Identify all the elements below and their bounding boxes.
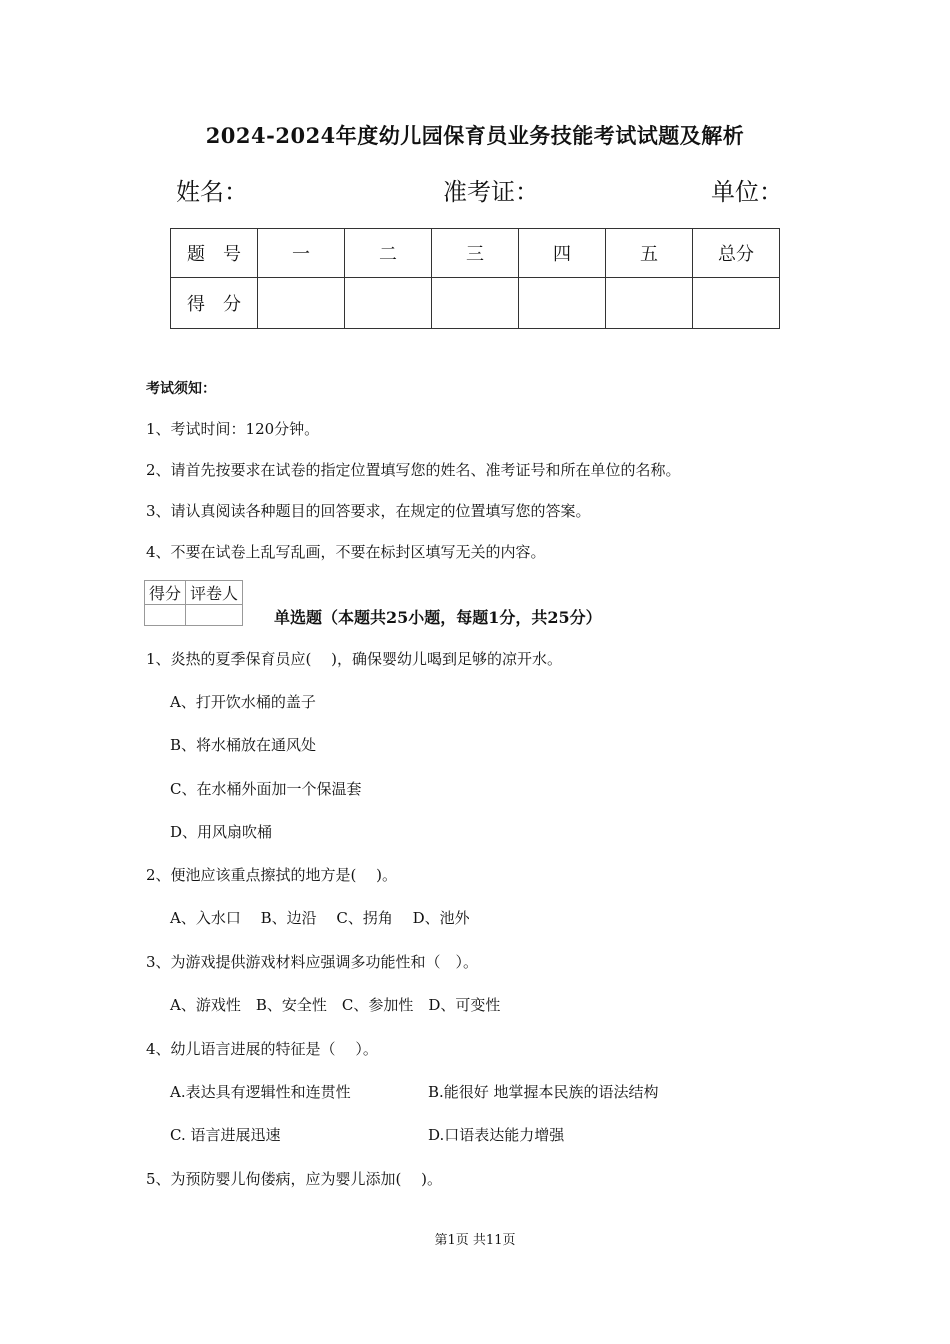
option-b: B.能很好 地掌握本民族的语法结构: [428, 1083, 659, 1101]
name-field-label: 姓名：: [176, 178, 248, 206]
grader-box-grader-cell: [186, 605, 243, 626]
score-table-header-cell: 四: [519, 229, 606, 278]
grader-box-grader-label: 评卷人: [186, 581, 243, 605]
option-b: B、将水桶放在通风处: [170, 736, 317, 754]
score-table-header-cell: 三: [432, 229, 519, 278]
grader-box: [144, 580, 243, 626]
score-cell: [432, 278, 519, 329]
option-d: D、用风扇吹桶: [170, 823, 273, 841]
option-a: A.表达具有逻辑性和连贯性: [170, 1083, 351, 1101]
notice-item: 3、请认真阅读各种题目的回答要求，在规定的位置填写您的答案。: [146, 502, 591, 520]
score-table: [170, 228, 780, 329]
score-table-header-cell: 总分: [693, 229, 780, 278]
question-stem: 2、便池应该重点擦拭的地方是( )。: [146, 866, 398, 884]
option-a: A、打开饮水桶的盖子: [170, 693, 316, 711]
score-table-header-cell: 题 号: [171, 229, 258, 278]
question-stem: 1、炎热的夏季保育员应( )，确保婴幼儿喝到足够的凉开水。: [146, 650, 563, 668]
notice-item: 2、请首先按要求在试卷的指定位置填写您的姓名、准考证号和所在单位的名称。: [146, 461, 681, 479]
score-table-header-cell: 五: [606, 229, 693, 278]
question-options: A、入水口 B、边沿 C、拐角 D、池外: [170, 909, 470, 927]
score-table-header-cell: 二: [345, 229, 432, 278]
score-cell: [258, 278, 345, 329]
question-stem: 4、幼儿语言进展的特征是（ ）。: [146, 1040, 378, 1058]
score-table-score-row: [171, 278, 780, 329]
score-cell: [345, 278, 432, 329]
score-cell: [693, 278, 780, 329]
notice-heading: 考试须知：: [146, 381, 216, 397]
grader-box-score-cell: [145, 605, 186, 626]
score-table-header-cell: 一: [258, 229, 345, 278]
page-footer: 第1页 共11页: [434, 1233, 516, 1248]
score-table-header-row: [171, 229, 780, 278]
section-title: 单选题（本题共25小题，每题1分，共25分）: [274, 608, 602, 627]
score-cell: [606, 278, 693, 329]
notice-item: 4、不要在试卷上乱写乱画，不要在标封区填写无关的内容。: [146, 543, 546, 561]
option-d: D.口语表达能力增强: [428, 1126, 565, 1144]
grader-box-score-label: 得分: [145, 581, 186, 605]
unit-field-label: 单位：: [711, 178, 783, 206]
page-title: 2024-2024年度幼儿园保育员业务技能考试试题及解析: [205, 123, 745, 148]
score-row-label: 得 分: [171, 278, 258, 329]
question-stem: 3、为游戏提供游戏材料应强调多功能性和（ ）。: [146, 953, 479, 971]
option-c: C、在水桶外面加一个保温套: [170, 780, 362, 798]
notice-item: 1、考试时间：120分钟。: [146, 420, 320, 438]
question-stem: 5、为预防婴儿佝偻病，应为婴儿添加( )。: [146, 1170, 443, 1188]
option-c: C. 语言进展迅速: [170, 1126, 281, 1144]
question-options: A、游戏性 B、安全性 C、参加性 D、可变性: [170, 996, 501, 1014]
exam-number-field-label: 准考证：: [443, 178, 539, 206]
score-cell: [519, 278, 606, 329]
